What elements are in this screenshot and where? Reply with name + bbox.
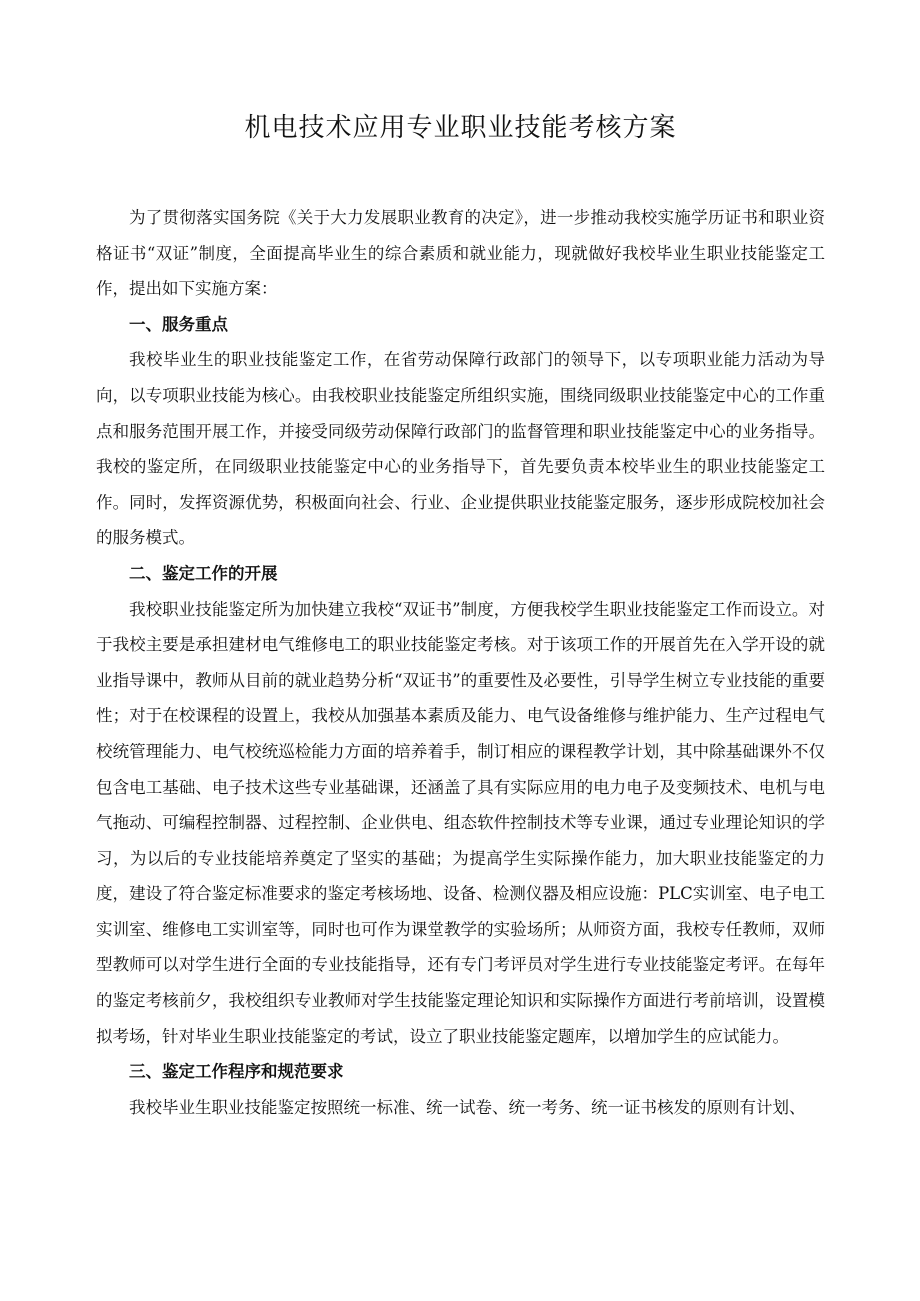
section-heading-appraisal-work: 二、鉴定工作的开展 [129, 563, 278, 583]
section-body-appraisal-work: 我校职业技能鉴定所为加快建立我校“双证书”制度，方便我校学生职业技能鉴定工作而设立。对于我校主要是承担建材电气维修电工的职业技能鉴定考核。对于该项工作的开展首先在入学开设的就业指导课中，教师从目前的就业趋势分析“双证书”的重要性及必要性，引导学生树立专业技能的重要性；对于在校课程的设置上，我校从加强基本素质及能力、电气设备维修与维护能力、生产过程电气校统管理能力、电气校统巡检能力方面的培养着手，制订相应的课程教学计划，其中除基础课外不仅包含电工基础、电子技术这些专业基础课，还涵盖了具有实际应用的电力电子及变频技术、电机与电气拖动、可编程控制器、过程控制、企业供电、组态软件控制技术等专业课，通过专业理论知识的学习，为以后的专业技能培养奠定了坚实的基础；为提高学生实际操作能力，加大职业技能鉴定的力度，建设了符合鉴定标准要求的鉴定考核场地、设备、检测仪器及相应设施：PLC实训室、电子电工实训室、维修电工实训室等，同时也可作为课堂教学的实验场所；从师资方面，我校专任教师，双师型教师可以对学生进行全面的专业技能指导，还有专门考评员对学生进行专业技能鉴定考评。在每年的鉴定考核前夕，我校组织专业教师对学生技能鉴定理论知识和实际操作方面进行考前培训，设置模拟考场，针对毕业生职业技能鉴定的考试，设立了职业技能鉴定题库，以增加学生的应试能力。 [96, 599, 825, 1046]
section-heading-procedures: 三、鉴定工作程序和规范要求 [129, 1062, 344, 1082]
document-title: 机电技术应用专业职业技能考核方案 [244, 113, 677, 143]
intro-paragraph: 为了贯彻落实国务院《关于大力发展职业教育的决定》，进一步推动我校实施学历证书和职业资格证书“双证”制度，全面提高毕业生的综合素质和就业能力，现就做好我校毕业生职业技能鉴定工作，提出如下实施方案： [96, 208, 825, 299]
section-heading-service-focus: 一、服务重点 [129, 314, 228, 334]
section-body-service-focus: 我校毕业生的职业技能鉴定工作，在省劳动保障行政部门的领导下，以专项职业能力活动为导向，以专项职业技能为核心。由我校职业技能鉴定所组织实施，围绕同级职业技能鉴定中心的工作重点和服务范围开展工作，并接受同级劳动保障行政部门的监督管理和职业技能鉴定中心的业务指导。我校的鉴定所，在同级职业技能鉴定中心的业务指导下，首先要负责本校毕业生的职业技能鉴定工作。同时，发挥资源优势，积极面向社会、行业、企业提供职业技能鉴定服务，逐步形成院校加社会的服务模式。 [96, 350, 825, 548]
section-body-procedures: 我校毕业生职业技能鉴定按照统一标准、统一试卷、统一考务、统一证书核发的原则有计划、 [129, 1097, 806, 1117]
